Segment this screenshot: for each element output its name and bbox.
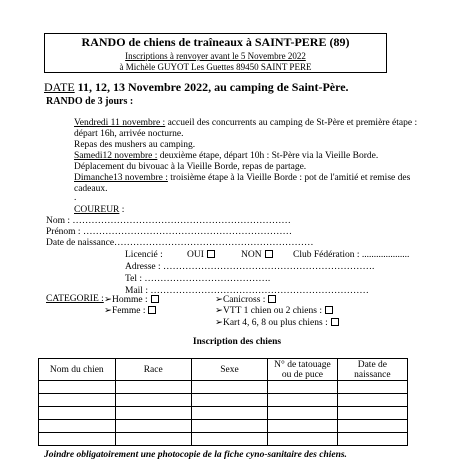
table-cell[interactable]: [268, 394, 338, 407]
sunday-text-2: cadeaux.: [74, 184, 108, 194]
coureur-colon: :: [119, 205, 125, 215]
table-row: [39, 394, 408, 407]
document-title: RANDO de chiens de traîneaux à SAINT-PERE (89): [81, 35, 350, 49]
coureur-heading: [74, 205, 124, 215]
table-row: [39, 420, 408, 433]
col-header-naissance: Date de naissance: [337, 359, 407, 381]
table-cell[interactable]: [39, 407, 116, 420]
table-cell[interactable]: [39, 394, 116, 407]
canicross-label: ➢Canicross :: [215, 295, 266, 305]
friday-text: accueil des concurrents au camping de St-Père et première étape :: [165, 118, 418, 128]
vtt-label: ➢VTT 1 chien ou 2 chiens :: [215, 306, 322, 316]
mail-field[interactable]: Mail : ……………………………………………………………: [125, 286, 369, 296]
prenom-field[interactable]: Prénom : …………………………………………………………: [46, 227, 292, 237]
kart-checkbox[interactable]: [331, 318, 339, 326]
femme-option[interactable]: [104, 305, 156, 316]
table-row: [39, 407, 408, 420]
licencie-label: Licencié :: [125, 250, 163, 260]
homme-option[interactable]: [104, 294, 159, 305]
non-label: NON: [241, 250, 262, 260]
coureur-label: COUREUR: [74, 205, 120, 215]
kart-option[interactable]: [215, 317, 339, 328]
col-header-race: Race: [115, 359, 191, 381]
homme-checkbox[interactable]: [151, 295, 159, 303]
sunday-text: troisième étape à la Vieille Borde : pot de l'amitié et remise des: [167, 173, 411, 183]
vtt-checkbox[interactable]: [325, 306, 333, 314]
rando-days: RANDO de 3 jours :: [46, 96, 134, 107]
saturday-text-2: Déplacement du bivouac à la Vieille Borde, repas de partage.: [74, 162, 307, 172]
table-cell[interactable]: [115, 407, 191, 420]
table-cell[interactable]: [337, 420, 407, 433]
friday-text-3: Repas des mushers au camping.: [74, 140, 196, 150]
table-cell[interactable]: [268, 381, 338, 394]
deadline-subtitle: Inscriptions à renvoyer avant le 5 Novembre 2022: [125, 51, 306, 61]
femme-checkbox[interactable]: [148, 306, 156, 314]
friday-label: Vendredi 11 novembre :: [74, 118, 166, 128]
table-cell[interactable]: [191, 381, 267, 394]
table-cell[interactable]: [191, 394, 267, 407]
date-line: [44, 80, 349, 95]
table-cell[interactable]: [115, 381, 191, 394]
table-cell[interactable]: [39, 381, 116, 394]
table-cell[interactable]: [115, 394, 191, 407]
nom-field[interactable]: Nom : ……………………………………………………………: [46, 216, 291, 226]
table-cell[interactable]: [337, 381, 407, 394]
col-header-sexe: Sexe: [191, 359, 267, 381]
mailing-address: à Michèle GUYOT Les Guettes 89450 SAINT PERE: [119, 62, 312, 72]
table-cell[interactable]: [268, 407, 338, 420]
saturday-label: Samedi12 novembre :: [74, 151, 158, 161]
adresse-field[interactable]: Adresse : ………………………………………………………….: [125, 262, 375, 272]
table-header-row: [39, 359, 408, 381]
table-cell[interactable]: [191, 433, 267, 446]
friday-text-2: départ 16h, arrivée nocturne.: [74, 129, 184, 139]
title-box: [44, 33, 387, 73]
vtt-option[interactable]: [215, 305, 333, 316]
col-header-tatouage: N° de tatouage ou de puce: [268, 359, 338, 381]
dogs-table: [38, 358, 408, 446]
footer-note: Joindre obligatoirement une photocopie de la fiche cyno-sanitaire des chiens.: [44, 450, 347, 460]
table-cell[interactable]: [337, 433, 407, 446]
date-label: DATE: [44, 80, 75, 94]
table-cell[interactable]: [191, 420, 267, 433]
table-cell[interactable]: [39, 433, 116, 446]
dogs-title: Inscription des chiens: [192, 337, 282, 347]
oui-label: OUI: [187, 250, 204, 260]
table-row: [39, 433, 408, 446]
dot: .: [74, 193, 77, 203]
club-field[interactable]: Club Fédération : ....................: [293, 250, 410, 260]
program-saturday: [74, 151, 378, 161]
table-cell[interactable]: [268, 420, 338, 433]
table-cell[interactable]: [115, 433, 191, 446]
canicross-option[interactable]: [215, 294, 276, 305]
birthdate-field[interactable]: Date de naissance………………………………………………………: [46, 238, 314, 248]
table-cell[interactable]: [39, 420, 116, 433]
homme-label: ➢Homme :: [104, 295, 148, 305]
table-cell[interactable]: [191, 407, 267, 420]
oui-option[interactable]: [187, 250, 215, 260]
table-cell[interactable]: [115, 420, 191, 433]
categorie-label: CATEGORIE :: [46, 294, 104, 304]
table-cell[interactable]: [337, 394, 407, 407]
date-text: 11, 12, 13 Novembre 2022, au camping de Saint-Père.: [77, 80, 349, 94]
non-option[interactable]: [241, 250, 273, 260]
col-header-nom: Nom du chien: [39, 359, 116, 381]
table-cell[interactable]: [268, 433, 338, 446]
canicross-checkbox[interactable]: [268, 295, 276, 303]
saturday-text: deuxième étape, départ 10h : St-Père via la Vieille Borde.: [157, 151, 379, 161]
table-cell[interactable]: [337, 407, 407, 420]
program-friday: [74, 118, 417, 128]
oui-checkbox[interactable]: [207, 250, 215, 258]
sunday-label: Dimanche13 novembre :: [74, 173, 168, 183]
table-row: [39, 381, 408, 394]
kart-label: ➢Kart 4, 6, 8 ou plus chiens :: [215, 318, 328, 328]
non-checkbox[interactable]: [265, 250, 273, 258]
tel-field[interactable]: Tel : ………………………………….: [125, 274, 271, 284]
program-sunday: [74, 173, 410, 183]
femme-label: ➢Femme :: [104, 306, 146, 316]
